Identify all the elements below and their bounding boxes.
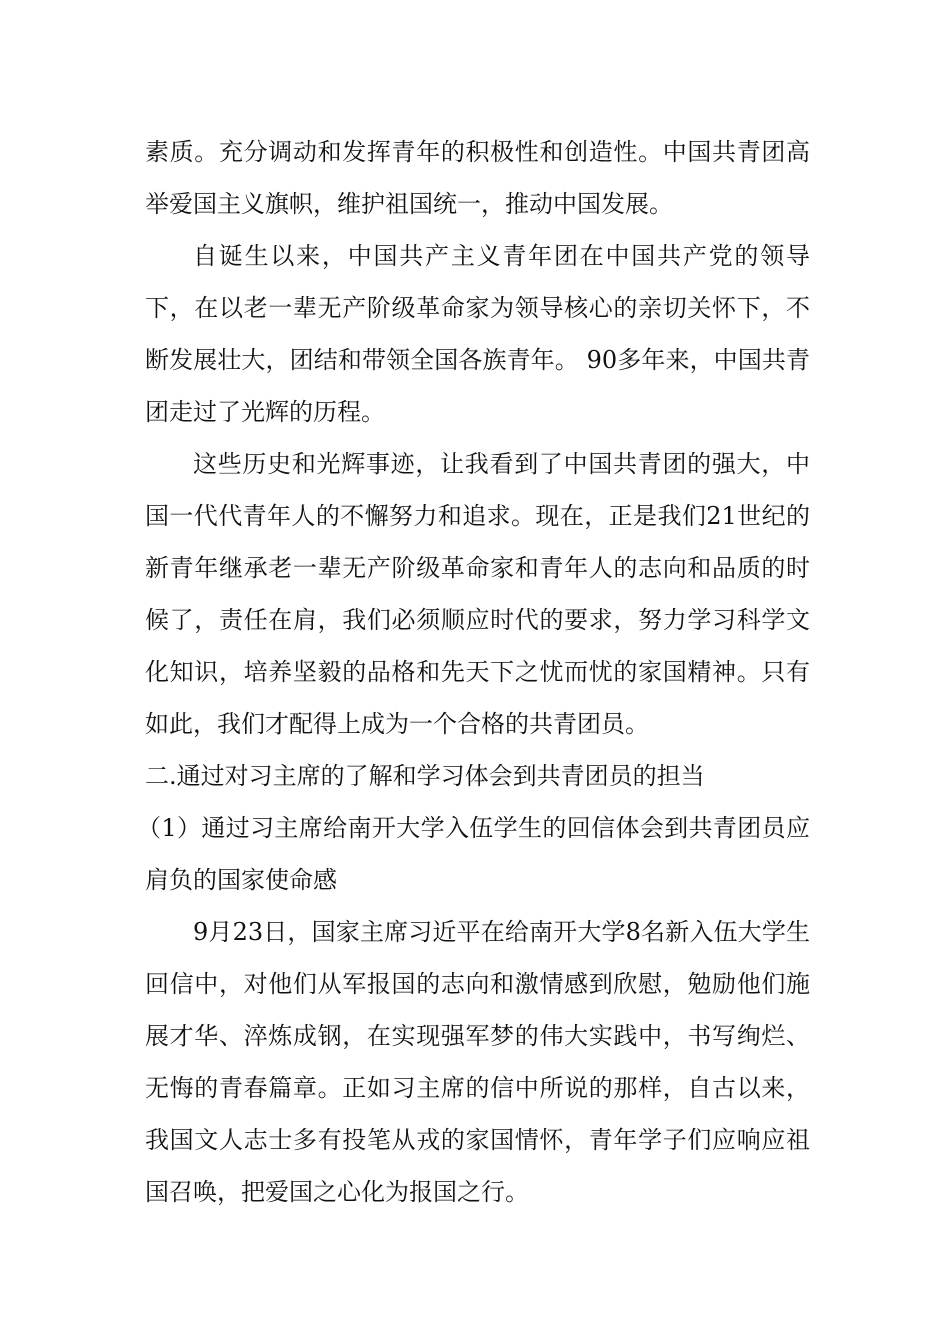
subsection-heading: （1）通过习主席给南开大学入伍学生的回信体会到共青团员应肩负的国家使命感	[137, 814, 810, 894]
paragraph-nankai-letter: 9月23日，国家主席习近平在给南开大学8名新入伍大学生回信中，对他们从军报国的志向和激情感到欣慰，勉励他们施展才华、淬炼成钢，在实现强军梦的伟大实践中，书写绚烂、无悔的青春篇章。正如习主席的信中所说的那样，自古以来，我国文人志士多有投笔从戎的家国情怀，青年学子们应响应祖国召唤，把爱国之心化为报国之行。	[145, 918, 810, 1206]
paragraph-league-history: 自诞生以来，中国共产主义青年团在中国共产党的领导下，在以老一辈无产阶级革命家为领导核心的亲切关怀下，不断发展壮大，团结和带领全国各族青年。 90多年来，中国共青团走过了光辉的历程。	[145, 242, 810, 426]
paragraph-youth-responsibility: 这些历史和光辉事迹，让我看到了中国共青团的强大，中国一代代青年人的不懈努力和追求。现在，正是我们21世纪的新青年继承老一辈无产阶级革命家和青年人的志向和品质的时候了，责任在肩，我们必须顺应时代的要求，努力学习科学文化知识，培养坚毅的品格和先天下之忧而忧的家国精神。只有如此，我们才配得上成为一个合格的共青团员。	[145, 450, 810, 738]
paragraph-continuation: 素质。充分调动和发挥青年的积极性和创造性。中国共青团高举爱国主义旗帜，维护祖国统一，推动中国发展。	[145, 138, 810, 218]
section-heading: 二.通过对习主席的了解和学习体会到共青团员的担当	[145, 762, 705, 790]
document-body	[137, 126, 810, 1218]
